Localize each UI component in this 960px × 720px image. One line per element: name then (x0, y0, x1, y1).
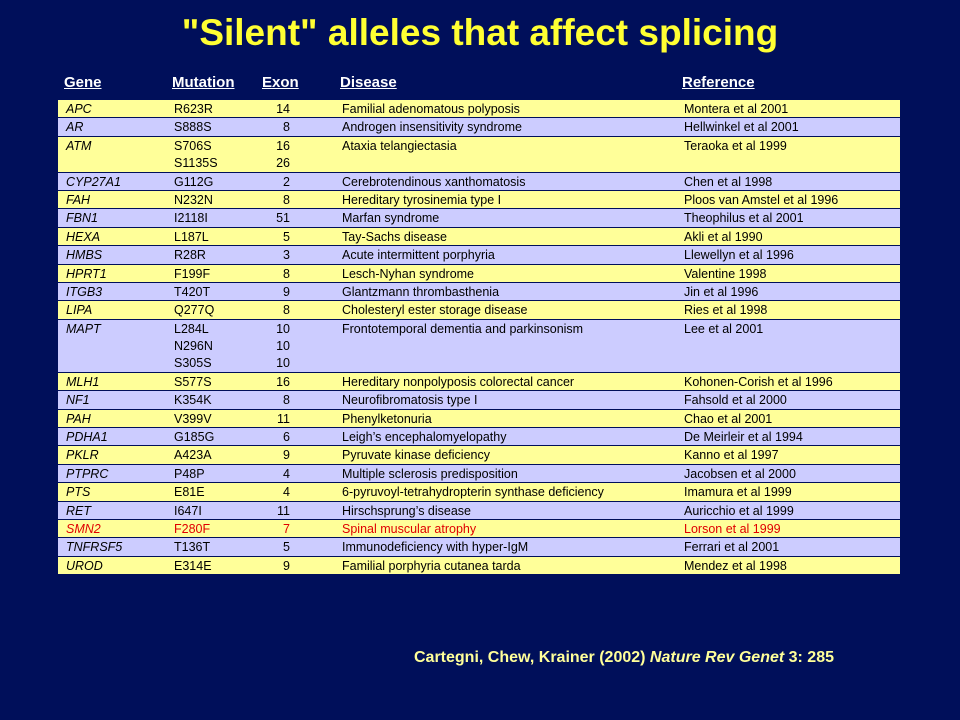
mutation-cell: P48P (174, 466, 205, 481)
gene-cell: PAH (66, 411, 91, 426)
reference-cell: Theophilus et al 2001 (684, 211, 804, 226)
table-row (58, 557, 900, 575)
exon-cell: 51 (276, 211, 290, 226)
reference-cell: Lorson et al 1999 (684, 521, 781, 536)
table-header (0, 74, 960, 94)
table-row (58, 465, 900, 483)
gene-cell: CYP27A1 (66, 174, 121, 189)
exon-cell: 8 (283, 120, 290, 135)
mutation-cell: F280F (174, 521, 211, 536)
disease-cell: Pyruvate kinase deficiency (342, 448, 490, 463)
disease-cell: Ataxia telangiectasia (342, 138, 457, 153)
table-row (58, 283, 900, 301)
gene-cell: AR (66, 120, 84, 135)
mutation-cell: T420T (174, 284, 211, 299)
header-gene: Gene (64, 74, 102, 91)
disease-cell: Androgen insensitivity syndrome (342, 120, 522, 135)
mutation-cell: S888S (174, 120, 212, 135)
mutation-cell: L284L (174, 321, 209, 336)
citation-volume: 3: 285 (784, 649, 834, 666)
exon-cell: 14 (276, 102, 290, 116)
gene-cell: SMN2 (66, 521, 101, 536)
gene-cell: HEXA (66, 229, 101, 244)
exon-cell: 8 (283, 192, 290, 207)
mutation-cell: I2118I (174, 211, 208, 226)
exon-cell: 11 (277, 503, 290, 518)
table-row (58, 520, 900, 538)
table-row (58, 391, 900, 409)
slide-title: "Silent" alleles that affect splicing (181, 12, 779, 53)
disease-cell: Cerebrotendinous xanthomatosis (342, 174, 526, 189)
mutation-cell: N232N (174, 192, 213, 207)
exon-cell: 4 (283, 466, 290, 481)
exon-cell: 3 (283, 248, 290, 263)
mutation-cell: S577S (174, 374, 212, 389)
header-mutation: Mutation (172, 74, 235, 91)
reference-cell: Fahsold et al 2000 (684, 393, 787, 408)
disease-cell: Familial adenomatous polyposis (342, 102, 520, 116)
gene-cell: LIPA (66, 303, 93, 318)
gene-cell: TNFRSF5 (66, 540, 123, 555)
mutation-cell: R623R (174, 102, 213, 116)
reference-cell: Ferrari et al 2001 (684, 540, 780, 555)
mutation-cell: T136T (174, 540, 211, 555)
exon-cell: 8 (283, 393, 290, 408)
mutation-cell: G185G (174, 430, 215, 445)
disease-cell: Immunodeficiency with hyper-IgM (342, 540, 529, 555)
reference-cell: Teraoka et al 1999 (684, 138, 787, 153)
disease-cell: Spinal muscular atrophy (342, 521, 477, 536)
citation-journal: Nature Rev Genet (649, 649, 785, 666)
exon-cell: 16 (276, 138, 290, 153)
disease-cell: Frontotemporal dementia and parkinsonism (342, 321, 584, 336)
disease-cell: Familial porphyria cutanea tarda (342, 558, 521, 573)
exon-cell: 6 (283, 430, 290, 445)
mutation-cell: S706S (174, 138, 212, 153)
mutation-cell: F199F (174, 266, 211, 281)
exon-cell: 9 (283, 284, 290, 299)
disease-cell: Hirschsprung’s disease (342, 503, 471, 518)
header-exon: Exon (262, 74, 299, 91)
disease-cell: Hereditary nonpolyposis colorectal cancer (342, 374, 575, 389)
mutation-cell: A423A (174, 448, 212, 463)
gene-cell: FBN1 (66, 211, 98, 226)
disease-cell: Neurofibromatosis type I (342, 393, 478, 408)
mutation-cell: E81E (174, 485, 205, 500)
gene-cell: PDHA1 (66, 430, 108, 445)
gene-cell: HPRT1 (66, 266, 107, 281)
mutation-cell: E314E (174, 558, 212, 573)
reference-cell: Jacobsen et al 2000 (684, 466, 796, 481)
header-disease: Disease (340, 74, 397, 91)
table-row (58, 483, 900, 501)
disease-cell: Hereditary tyrosinemia type I (342, 192, 502, 207)
table-row (58, 191, 900, 209)
reference-cell: Kohonen-Corish et al 1996 (684, 374, 833, 389)
exon-cell: 5 (283, 540, 290, 555)
gene-cell: PTS (66, 485, 91, 500)
gene-cell: UROD (66, 558, 103, 573)
table-row (58, 538, 900, 556)
reference-cell: Lee et al 2001 (684, 321, 764, 336)
table-row (58, 410, 900, 428)
citation-authors: Cartegni, Chew, Krainer (2002) (414, 649, 650, 666)
table-row (58, 502, 900, 520)
exon-cell: 2 (283, 174, 290, 189)
exon-cell: 8 (283, 266, 290, 281)
gene-cell: ATM (66, 138, 92, 153)
gene-cell: NF1 (66, 393, 90, 408)
mutation-cell: Q277Q (174, 303, 215, 318)
mutation-cell: G112G (174, 174, 214, 189)
exon-cell: 16 (276, 374, 290, 389)
mutation-cell: N296N (174, 339, 213, 354)
table-row (58, 373, 900, 391)
table-row (58, 100, 900, 118)
table-row (58, 265, 900, 283)
gene-cell: HMBS (66, 248, 103, 263)
exon-cell: 9 (283, 448, 290, 463)
exon-cell: 10 (276, 356, 290, 371)
exon-cell: 10 (276, 339, 290, 354)
gene-cell: PKLR (66, 448, 99, 463)
exon-cell: 9 (283, 558, 290, 573)
gene-cell: MLH1 (66, 374, 100, 389)
table-row (58, 320, 900, 373)
gene-cell: PTPRC (66, 466, 109, 481)
disease-cell: Cholesteryl ester storage disease (342, 303, 528, 318)
exon-cell: 5 (283, 229, 290, 244)
reference-cell: Valentine 1998 (684, 266, 767, 281)
exon-cell: 11 (277, 411, 290, 426)
table-row (58, 246, 900, 264)
mutation-cell: I647I (174, 503, 202, 518)
table-row (58, 301, 900, 319)
reference-cell: Montera et al 2001 (684, 102, 789, 116)
mutation-cell: V399V (174, 411, 212, 426)
exon-cell: 4 (283, 485, 290, 500)
disease-cell: Acute intermittent porphyria (342, 248, 495, 263)
exon-cell: 10 (276, 321, 290, 336)
reference-cell: Chao et al 2001 (684, 411, 773, 426)
table-row (58, 446, 900, 464)
gene-cell: RET (66, 503, 91, 518)
reference-cell: Imamura et al 1999 (684, 485, 792, 500)
disease-cell: Tay-Sachs disease (342, 229, 447, 244)
reference-cell: Akli et al 1990 (684, 229, 763, 244)
gene-cell: ITGB3 (66, 284, 103, 299)
exon-cell: 8 (283, 303, 290, 318)
citation (414, 649, 834, 667)
disease-cell: Leigh’s encephalomyelopathy (342, 430, 507, 445)
table-row (58, 209, 900, 227)
table-row (58, 118, 900, 136)
mutation-cell: K354K (174, 393, 212, 408)
disease-cell: Phenylketonuria (342, 411, 432, 426)
reference-cell: Hellwinkel et al 2001 (684, 120, 799, 135)
exon-cell: 26 (276, 156, 290, 171)
disease-cell: Lesch-Nyhan syndrome (342, 266, 475, 281)
splicing-table (58, 100, 900, 575)
table-row (58, 137, 900, 173)
reference-cell: Mendez et al 1998 (684, 558, 787, 573)
mutation-cell: R28R (174, 248, 206, 263)
reference-cell: Chen et al 1998 (684, 174, 773, 189)
reference-cell: De Meirleir et al 1994 (684, 430, 803, 445)
disease-cell: Marfan syndrome (342, 211, 440, 226)
gene-cell: APC (66, 102, 92, 116)
mutation-cell: L187L (174, 229, 209, 244)
mutation-cell: S1135S (174, 156, 218, 171)
gene-cell: FAH (66, 192, 91, 207)
gene-cell: MAPT (66, 321, 101, 336)
reference-cell: Auricchio et al 1999 (684, 503, 794, 518)
table-row (58, 428, 900, 446)
mutation-cell: S305S (174, 356, 212, 371)
table-row (58, 173, 900, 191)
reference-cell: Ploos van Amstel et al 1996 (684, 192, 839, 207)
header-reference: Reference (682, 74, 755, 91)
table-row (58, 228, 900, 246)
reference-cell: Llewellyn et al 1996 (684, 248, 794, 263)
disease-cell: 6-pyruvoyl-tetrahydropterin synthase deficiency (342, 485, 604, 500)
exon-cell: 7 (283, 521, 290, 536)
reference-cell: Kanno et al 1997 (684, 448, 779, 463)
reference-cell: Jin et al 1996 (684, 284, 759, 299)
reference-cell: Ries et al 1998 (684, 303, 768, 318)
disease-cell: Glantzmann thrombasthenia (342, 284, 500, 299)
disease-cell: Multiple sclerosis predisposition (342, 466, 518, 481)
